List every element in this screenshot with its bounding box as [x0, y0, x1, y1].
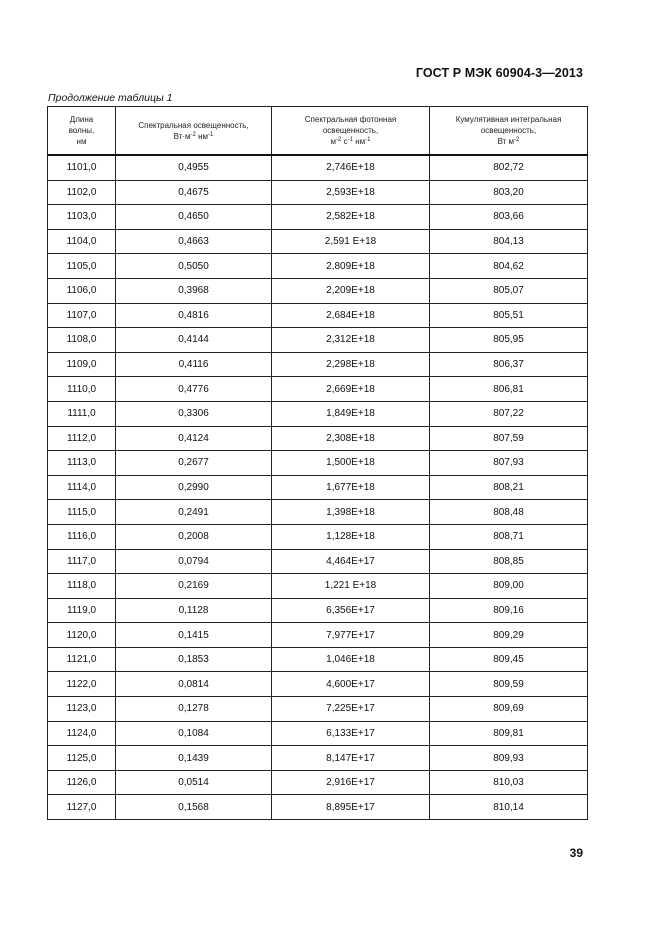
cell-wavelength: 1112,0: [48, 426, 116, 451]
table-row: [48, 721, 588, 746]
cell-photon-irradiance: 6,133E+17: [272, 721, 430, 746]
cell-wavelength: 1101,0: [48, 155, 116, 180]
unit-text: с: [341, 137, 348, 146]
table-row: [48, 303, 588, 328]
cell-photon-irradiance: 2,209E+18: [272, 278, 430, 303]
table-row: [48, 401, 588, 426]
cell-spectral-irradiance: 0,4776: [116, 377, 272, 402]
cell-spectral-irradiance: 0,0794: [116, 549, 272, 574]
table-row: [48, 180, 588, 205]
cell-spectral-irradiance: 0,4663: [116, 229, 272, 254]
cell-photon-irradiance: 1,046E+18: [272, 647, 430, 672]
unit-exponent: -1: [365, 137, 371, 143]
cell-cumulative-irradiance: 809,45: [430, 647, 588, 672]
cell-wavelength: 1105,0: [48, 254, 116, 279]
cell-spectral-irradiance: 0,2990: [116, 475, 272, 500]
cell-cumulative-irradiance: 807,93: [430, 451, 588, 476]
cell-spectral-irradiance: 0,4116: [116, 352, 272, 377]
table-row: [48, 155, 588, 180]
cell-wavelength: 1114,0: [48, 475, 116, 500]
cell-cumulative-irradiance: 809,59: [430, 672, 588, 697]
table-row: [48, 574, 588, 599]
cell-photon-irradiance: 1,128E+18: [272, 524, 430, 549]
table-header: [48, 107, 588, 156]
cell-photon-irradiance: 2,669E+18: [272, 377, 430, 402]
cell-wavelength: 1103,0: [48, 205, 116, 230]
header-text: нм: [76, 137, 87, 146]
cell-wavelength: 1109,0: [48, 352, 116, 377]
cell-spectral-irradiance: 0,2008: [116, 524, 272, 549]
table-row: [48, 254, 588, 279]
cell-wavelength: 1120,0: [48, 623, 116, 648]
cell-wavelength: 1125,0: [48, 746, 116, 771]
column-header-wavelength: [48, 107, 116, 156]
table-row: [48, 549, 588, 574]
cell-spectral-irradiance: 0,4675: [116, 180, 272, 205]
cell-spectral-irradiance: 0,5050: [116, 254, 272, 279]
cell-spectral-irradiance: 0,0814: [116, 672, 272, 697]
table-row: [48, 377, 588, 402]
table-row: [48, 795, 588, 820]
unit-text: Вт м: [497, 137, 515, 146]
table-row: [48, 598, 588, 623]
header-text: освещенность,: [480, 126, 537, 135]
cell-photon-irradiance: 1,398E+18: [272, 500, 430, 525]
unit-exponent: -2: [514, 137, 520, 143]
cell-wavelength: 1115,0: [48, 500, 116, 525]
cell-photon-irradiance: 2,746E+18: [272, 155, 430, 180]
table-row: [48, 524, 588, 549]
cell-wavelength: 1113,0: [48, 451, 116, 476]
cell-wavelength: 1117,0: [48, 549, 116, 574]
cell-cumulative-irradiance: 807,22: [430, 401, 588, 426]
cell-photon-irradiance: 8,895E+17: [272, 795, 430, 820]
cell-spectral-irradiance: 0,0514: [116, 770, 272, 795]
cell-cumulative-irradiance: 808,71: [430, 524, 588, 549]
header-text: Длина: [69, 115, 94, 124]
cell-photon-irradiance: 2,809E+18: [272, 254, 430, 279]
cell-photon-irradiance: 1,677E+18: [272, 475, 430, 500]
cell-spectral-irradiance: 0,1128: [116, 598, 272, 623]
table-row: [48, 697, 588, 722]
cell-spectral-irradiance: 0,3306: [116, 401, 272, 426]
cell-wavelength: 1111,0: [48, 401, 116, 426]
cell-cumulative-irradiance: 804,13: [430, 229, 588, 254]
cell-cumulative-irradiance: 809,29: [430, 623, 588, 648]
cell-cumulative-irradiance: 808,85: [430, 549, 588, 574]
cell-wavelength: 1126,0: [48, 770, 116, 795]
table-row: [48, 229, 588, 254]
cell-wavelength: 1116,0: [48, 524, 116, 549]
cell-cumulative-irradiance: 804,62: [430, 254, 588, 279]
page-number: 39: [569, 846, 583, 860]
cell-wavelength: 1127,0: [48, 795, 116, 820]
cell-cumulative-irradiance: 805,07: [430, 278, 588, 303]
header-text: Спектральная освещенность,: [138, 120, 249, 130]
document-code: ГОСТ Р МЭК 60904-3—2013: [415, 66, 583, 80]
unit-text: нм: [195, 131, 209, 141]
table-row: [48, 475, 588, 500]
cell-spectral-irradiance: 0,1568: [116, 795, 272, 820]
column-header-cumulative-irradiance: [430, 107, 588, 156]
cell-cumulative-irradiance: 810,03: [430, 770, 588, 795]
cell-spectral-irradiance: 0,4955: [116, 155, 272, 180]
unit-exponent: -2: [336, 137, 342, 143]
cell-wavelength: 1102,0: [48, 180, 116, 205]
cell-spectral-irradiance: 0,4650: [116, 205, 272, 230]
cell-cumulative-irradiance: 805,95: [430, 328, 588, 353]
cell-spectral-irradiance: 0,4144: [116, 328, 272, 353]
table-row: [48, 328, 588, 353]
cell-cumulative-irradiance: 806,81: [430, 377, 588, 402]
cell-cumulative-irradiance: 802,72: [430, 155, 588, 180]
cell-spectral-irradiance: 0,3968: [116, 278, 272, 303]
cell-wavelength: 1123,0: [48, 697, 116, 722]
cell-spectral-irradiance: 0,2677: [116, 451, 272, 476]
table-row: [48, 352, 588, 377]
cell-wavelength: 1119,0: [48, 598, 116, 623]
cell-wavelength: 1118,0: [48, 574, 116, 599]
cell-photon-irradiance: 2,308E+18: [272, 426, 430, 451]
cell-cumulative-irradiance: 807,59: [430, 426, 588, 451]
unit-exponent: -1: [208, 131, 214, 138]
cell-cumulative-irradiance: 808,21: [430, 475, 588, 500]
cell-photon-irradiance: 4,600E+17: [272, 672, 430, 697]
unit-text: Вт·м: [173, 131, 191, 141]
cell-photon-irradiance: 8,147E+17: [272, 746, 430, 771]
table-row: [48, 770, 588, 795]
table-row: [48, 746, 588, 771]
cell-wavelength: 1108,0: [48, 328, 116, 353]
cell-cumulative-irradiance: 808,48: [430, 500, 588, 525]
cell-spectral-irradiance: 0,2169: [116, 574, 272, 599]
cell-cumulative-irradiance: 809,00: [430, 574, 588, 599]
cell-photon-irradiance: 4,464E+17: [272, 549, 430, 574]
column-header-spectral-irradiance: [116, 107, 272, 156]
cell-cumulative-irradiance: 803,20: [430, 180, 588, 205]
cell-cumulative-irradiance: 809,81: [430, 721, 588, 746]
cell-wavelength: 1121,0: [48, 647, 116, 672]
header-text: Спектральная фотонная: [304, 115, 397, 124]
cell-photon-irradiance: 1,221 E+18: [272, 574, 430, 599]
table-row: [48, 205, 588, 230]
cell-photon-irradiance: 2,312E+18: [272, 328, 430, 353]
cell-photon-irradiance: 2,582E+18: [272, 205, 430, 230]
cell-wavelength: 1124,0: [48, 721, 116, 746]
cell-photon-irradiance: 1,849E+18: [272, 401, 430, 426]
cell-spectral-irradiance: 0,1278: [116, 697, 272, 722]
table-row: [48, 426, 588, 451]
table-row: [48, 672, 588, 697]
cell-spectral-irradiance: 0,2491: [116, 500, 272, 525]
cell-photon-irradiance: 7,977E+17: [272, 623, 430, 648]
unit-text: м: [330, 137, 337, 146]
cell-cumulative-irradiance: 805,51: [430, 303, 588, 328]
cell-photon-irradiance: 6,356E+17: [272, 598, 430, 623]
table-caption: Продолжение таблицы 1: [48, 92, 173, 104]
header-text: Кумулятивная интегральная: [455, 115, 562, 124]
cell-cumulative-irradiance: 806,37: [430, 352, 588, 377]
header-row: [48, 107, 588, 156]
cell-spectral-irradiance: 0,1415: [116, 623, 272, 648]
cell-photon-irradiance: 2,298E+18: [272, 352, 430, 377]
cell-photon-irradiance: 7,225E+17: [272, 697, 430, 722]
cell-spectral-irradiance: 0,1084: [116, 721, 272, 746]
cell-photon-irradiance: 2,591 E+18: [272, 229, 430, 254]
cell-wavelength: 1107,0: [48, 303, 116, 328]
cell-spectral-irradiance: 0,1853: [116, 647, 272, 672]
unit-exponent: -1: [347, 137, 353, 143]
cell-cumulative-irradiance: 803,66: [430, 205, 588, 230]
header-text: освещенность,: [322, 126, 379, 135]
cell-wavelength: 1110,0: [48, 377, 116, 402]
cell-cumulative-irradiance: 809,93: [430, 746, 588, 771]
cell-spectral-irradiance: 0,1439: [116, 746, 272, 771]
cell-cumulative-irradiance: 809,69: [430, 697, 588, 722]
table-row: [48, 647, 588, 672]
table-row: [48, 623, 588, 648]
cell-cumulative-irradiance: 810,14: [430, 795, 588, 820]
unit-exponent: -2: [190, 131, 196, 138]
cell-photon-irradiance: 1,500E+18: [272, 451, 430, 476]
table-row: [48, 500, 588, 525]
header-text: волны,: [68, 126, 95, 135]
cell-photon-irradiance: 2,684E+18: [272, 303, 430, 328]
unit-text: нм: [352, 137, 366, 146]
cell-wavelength: 1122,0: [48, 672, 116, 697]
cell-spectral-irradiance: 0,4124: [116, 426, 272, 451]
cell-spectral-irradiance: 0,4816: [116, 303, 272, 328]
spectral-data-table: [47, 106, 588, 820]
cell-photon-irradiance: 2,916E+17: [272, 770, 430, 795]
table-body: [48, 155, 588, 820]
cell-wavelength: 1104,0: [48, 229, 116, 254]
column-header-spectral-photon-irradiance: [272, 107, 430, 156]
cell-wavelength: 1106,0: [48, 278, 116, 303]
table-row: [48, 278, 588, 303]
table-row: [48, 451, 588, 476]
cell-cumulative-irradiance: 809,16: [430, 598, 588, 623]
cell-photon-irradiance: 2,593E+18: [272, 180, 430, 205]
